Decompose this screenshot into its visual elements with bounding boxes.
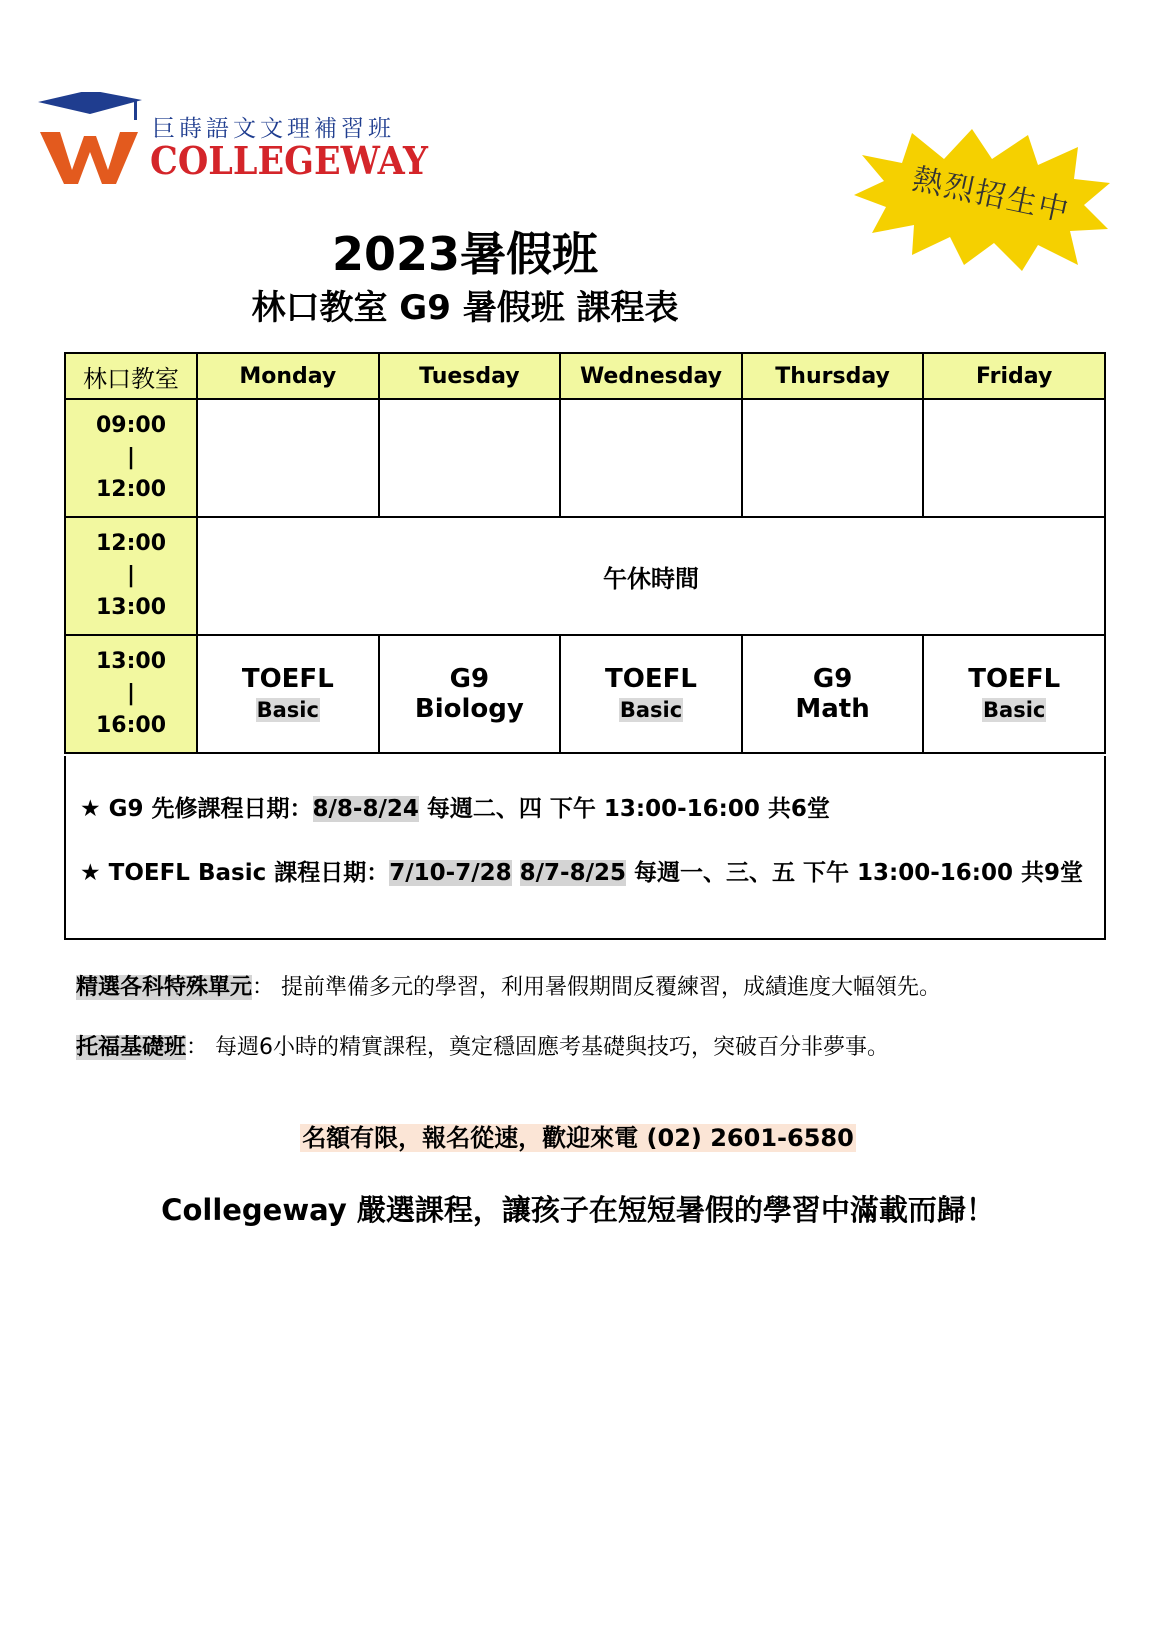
note-suffix: 每週二、四 下午 13:00-16:00 共6堂 xyxy=(418,796,830,822)
note-prefix: ★ G9 先修課程日期： xyxy=(80,796,313,822)
course-name: TOEFL xyxy=(968,664,1061,694)
time-start: 12:00 xyxy=(95,531,167,556)
description-text: ： 每週6小時的精實課程，奠定穩固應考基礎與技巧，突破百分非夢事。 xyxy=(186,1035,890,1060)
logo-english-name: COLLEGEWAY xyxy=(150,138,428,183)
toefl-date-range-2: 8/7-8/25 xyxy=(519,860,626,886)
badge-text: 熱烈招生中 xyxy=(909,161,1074,230)
empty-cell xyxy=(379,399,561,517)
page-title: 2023暑假班 xyxy=(331,227,599,281)
logo-chinese-name: 巨蒔語文文理補習班 xyxy=(152,116,395,142)
course-name: G9 xyxy=(812,664,853,694)
course-subject: Math xyxy=(795,694,870,724)
lunch-break-cell: 午休時間 xyxy=(197,517,1105,635)
header-row xyxy=(65,353,1105,399)
time-separator: | xyxy=(126,445,136,470)
course-cell-thursday xyxy=(742,635,924,753)
course-cell-wednesday xyxy=(560,635,742,753)
empty-cell xyxy=(560,399,742,517)
course-cell-friday xyxy=(923,635,1105,753)
course-level: Basic xyxy=(983,698,1046,722)
note-prefix: ★ TOEFL Basic 課程日期： xyxy=(80,860,390,886)
time-end: 12:00 xyxy=(95,477,167,502)
course-subject: Biology xyxy=(414,694,524,724)
corner-label: 林口教室 xyxy=(65,353,197,399)
time-slot-morning xyxy=(65,399,197,517)
day-header-thursday: Thursday xyxy=(742,353,924,399)
day-header-monday: Monday xyxy=(197,353,379,399)
time-start: 13:00 xyxy=(95,649,167,674)
contact-text: 名額有限，報名從速，歡迎來電 (02) 2601-6580 xyxy=(302,1124,854,1152)
g9-date-range: 8/8-8/24 xyxy=(312,796,419,822)
description-toefl-basic xyxy=(76,1030,889,1061)
note-suffix: 每週一、三、五 下午 13:00-16:00 共9堂 xyxy=(626,860,1084,886)
course-cell-tuesday xyxy=(379,635,561,753)
empty-cell xyxy=(197,399,379,517)
course-level: Basic xyxy=(256,698,319,722)
day-header-wednesday: Wednesday xyxy=(560,353,742,399)
course-name: TOEFL xyxy=(605,664,697,694)
course-name: TOEFL xyxy=(241,664,334,694)
lunch-row xyxy=(65,517,1105,635)
schedule-table xyxy=(64,352,1106,754)
contact-line xyxy=(0,1118,1156,1153)
time-end: 16:00 xyxy=(95,713,167,738)
course-cell-monday xyxy=(197,635,379,753)
toefl-date-range-1: 7/10-7/28 xyxy=(389,860,512,886)
description-special-units xyxy=(76,970,941,1001)
page-subtitle: 林口教室 G9 暑假班 課程表 xyxy=(251,288,679,328)
time-separator: | xyxy=(126,563,136,588)
time-slot-lunch xyxy=(65,517,197,635)
slogan: Collegeway 嚴選課程，讓孩子在短短暑假的學習中滿載而歸！ xyxy=(161,1193,995,1227)
afternoon-row xyxy=(65,635,1105,753)
day-header-tuesday: Tuesday xyxy=(379,353,561,399)
g9-dates-note xyxy=(80,790,830,823)
toefl-dates-note xyxy=(80,854,1083,887)
description-label: 托福基礎班 xyxy=(76,1035,187,1060)
empty-cell xyxy=(742,399,924,517)
empty-cell xyxy=(923,399,1105,517)
course-name: G9 xyxy=(449,664,490,694)
course-dates-box xyxy=(64,756,1106,940)
time-end: 13:00 xyxy=(95,595,167,620)
time-start: 09:00 xyxy=(95,413,167,438)
time-slot-afternoon xyxy=(65,635,197,753)
time-separator: | xyxy=(126,681,136,706)
description-label: 精選各科特殊單元 xyxy=(76,975,253,1000)
day-header-friday: Friday xyxy=(923,353,1105,399)
course-level: Basic xyxy=(619,698,683,722)
morning-row xyxy=(65,399,1105,517)
description-text: ： 提前準備多元的學習，利用暑假期間反覆練習，成績進度大幅領先。 xyxy=(252,975,942,1000)
